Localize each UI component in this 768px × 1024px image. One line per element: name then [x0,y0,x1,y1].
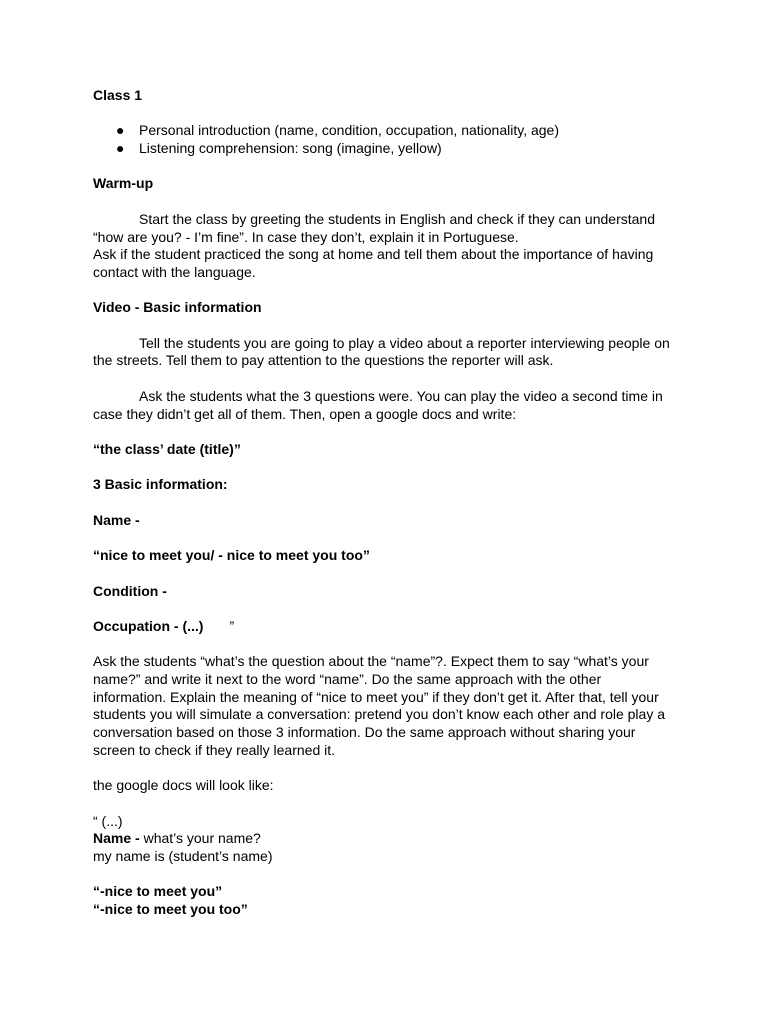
template-basic-info: 3 Basic information: [93,476,228,493]
example-nice-1: “-nice to meet you” [93,883,223,900]
example-nice-2: “-nice to meet you too” [93,901,248,918]
example-open-quote: “ (...) [93,812,123,829]
bullet-icon: ● [116,140,125,157]
template-title-line: “the class’ date (title)” [93,440,241,457]
template-occupation-line: Occupation - (...) [93,617,204,634]
video-paragraph-2: Ask the students what the 3 questions were. You can play the video a second time in case they didn’t get all of them. Then, open a google docs and write: [93,387,663,422]
video-heading: Video - Basic information [93,299,262,316]
example-name-question: what’s your name? [139,830,261,847]
template-condition-line: Condition - [93,582,167,599]
bullet-icon: ● [116,122,125,139]
class-title: Class 1 [93,87,143,103]
example-name-label: Name - [93,830,140,847]
warmup-paragraph: Start the class by greeting the students in English and check if they can understand “how are you? - I’m fine”. In case they don’t, explain it in Portuguese. [93,210,655,245]
template-nice-line: “nice to meet you/ - nice to meet you too” [93,547,370,564]
template-occupation-row [93,618,676,636]
video-paragraph: Tell the students you are going to play a video about a reporter interviewing people on the streets. Tell them to pay attention to the questions the reporter will ask. [93,334,670,369]
example-answer: my name is (student’s name) [93,848,273,864]
template-name-line: Name - [93,511,140,528]
template-occupation-quote: ” [229,617,235,634]
list-item [93,140,676,158]
warmup-paragraph-2: Ask if the student practiced the song at home and tell them about the importance of having contact with the language. [93,246,654,280]
list-item-text: Personal introduction (name, condition, occupation, nationality, age) [139,122,559,139]
example-intro: the google docs will look like: [93,777,274,794]
list-item [93,122,676,140]
topic-list [93,122,676,157]
instructions-paragraph: Ask the students “what’s the question about the “name”?. Expect them to say “what’s your name?” and write it next to the word “name”. Do the same approach with the other information. Explain the meaning of “nice to meet you” if they don’t get it. After that, tell your students you will simulate a conversation: pretend you don’t know each other and role play a conversation based on those 3 information. Do the same approach without sharing your screen to check if they really learned it. [93,653,666,758]
warmup-heading: Warm-up [93,175,154,192]
list-item-text: Listening comprehension: song (imagine, yellow) [139,140,442,157]
example-name-row [93,830,676,848]
